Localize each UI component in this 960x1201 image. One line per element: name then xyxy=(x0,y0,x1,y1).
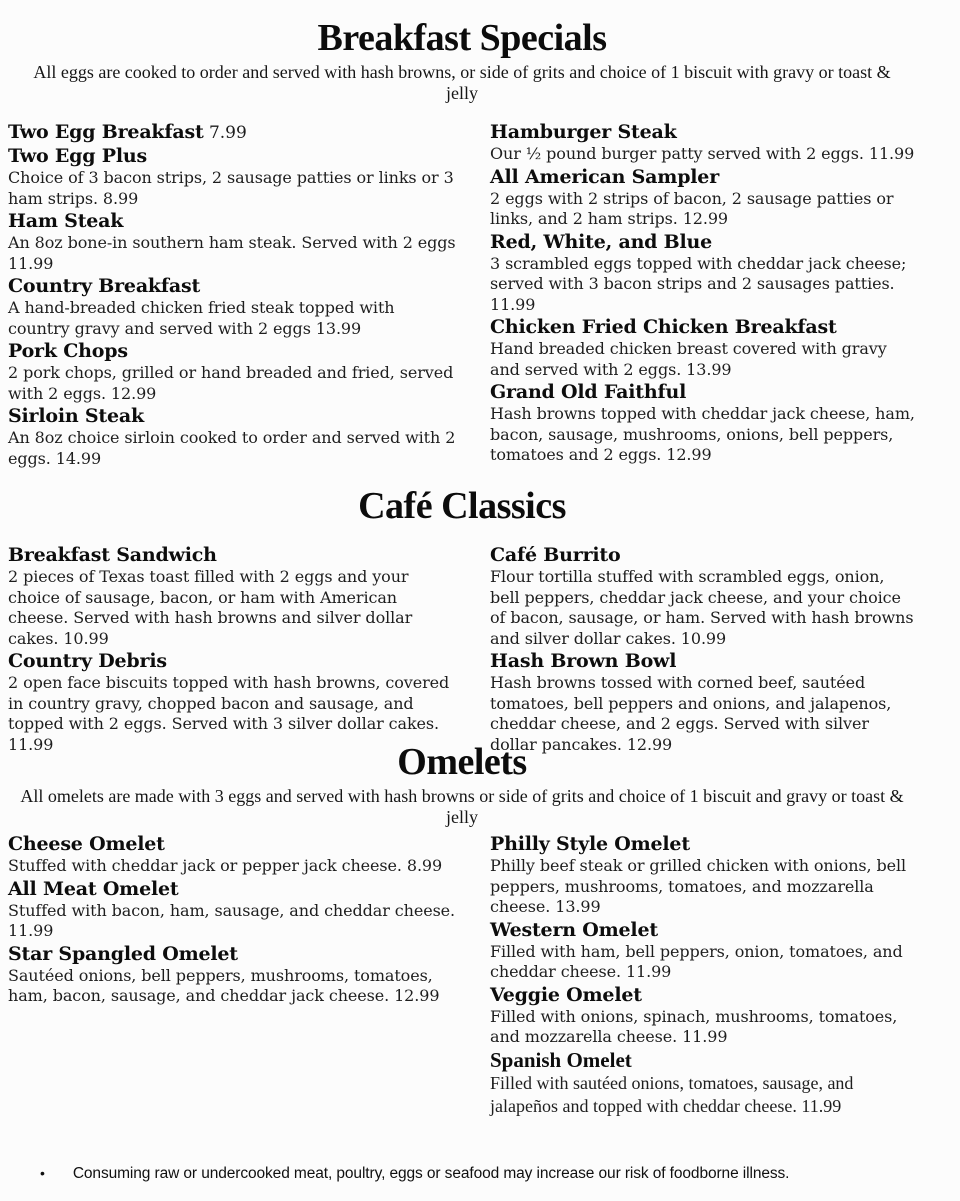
item-name: Chicken Fried Chicken Breakfast xyxy=(490,316,837,338)
menu-item xyxy=(490,983,916,1048)
item-description: Hand breaded chicken breast covered with gravy and served with 2 eggs. 13.99 xyxy=(490,339,887,379)
section-breakfast-specials xyxy=(8,16,916,469)
cafe-column-right xyxy=(490,543,916,755)
item-description: Philly beef steak or grilled chicken with onions, bell peppers, mushrooms, tomatoes, and mozzarella cheese. 13.99 xyxy=(490,856,907,916)
menu-item xyxy=(490,165,916,230)
item-name: Breakfast Sandwich xyxy=(8,544,217,566)
menu-item xyxy=(8,877,456,942)
item-description: An 8oz bone-in southern ham steak. Served with 2 eggs 11.99 xyxy=(8,233,456,273)
menu-item xyxy=(8,543,456,649)
menu-item xyxy=(8,209,456,274)
section-title-cafe-classics: Café Classics xyxy=(358,485,566,527)
menu-item xyxy=(490,315,916,380)
cafe-columns xyxy=(8,543,916,755)
item-name: Two Egg Breakfast xyxy=(8,121,204,143)
item-description: A hand-breaded chicken fried steak topped with country gravy and served with 2 eggs 13.99 xyxy=(8,298,395,338)
menu-item xyxy=(8,274,456,339)
item-description: Flour tortilla stuffed with scrambled eggs, onion, bell peppers, cheddar jack cheese, and your choice of bacon, sausage, or ham. Served with hash browns and silver dollar cakes. 10.99 xyxy=(490,567,914,648)
section-cafe-classics xyxy=(8,484,916,755)
item-price: 7.99 xyxy=(203,123,247,143)
omelets-columns xyxy=(8,832,916,1118)
item-name: Red, White, and Blue xyxy=(490,230,713,253)
menu-item xyxy=(8,339,456,404)
menu-item xyxy=(490,380,916,466)
item-description: Hash browns tossed with corned beef, sautéed tomatoes, bell peppers and onions, and jalapenos, cheddar cheese, and 2 eggs. Served with silver dollar pancakes. 12.99 xyxy=(490,673,892,754)
item-description: Filled with ham, bell peppers, onion, tomatoes, and cheddar cheese. 11.99 xyxy=(490,941,903,981)
section-title-breakfast-specials: Breakfast Specials xyxy=(317,17,607,59)
item-name: Philly Style Omelet xyxy=(490,833,690,855)
item-description: Sautéed onions, bell peppers, mushrooms, tomatoes, ham, bacon, sausage, and cheddar jack cheese. 12.99 xyxy=(8,965,440,1005)
item-description: Hash browns topped with cheddar jack cheese, ham, bacon, sausage, mushrooms, onions, bell peppers, tomatoes and 2 eggs. 12.99 xyxy=(490,404,915,464)
item-name: Cheese Omelet xyxy=(8,833,165,855)
item-name: Sirloin Steak xyxy=(8,405,144,427)
menu-item xyxy=(490,543,916,649)
menu-item xyxy=(8,832,456,877)
menu-item xyxy=(8,942,456,1007)
item-name: Hamburger Steak xyxy=(490,121,677,143)
item-name: Star Spangled Omelet xyxy=(8,942,238,965)
item-description: 2 eggs with 2 strips of bacon, 2 sausage patties or links, and 2 ham strips. 12.99 xyxy=(490,188,894,228)
item-description: Filled with onions, spinach, mushrooms, tomatoes, and mozzarella cheese. 11.99 xyxy=(490,1006,898,1046)
cafe-column-left xyxy=(8,543,456,755)
item-name: Country Breakfast xyxy=(8,275,201,297)
menu-item xyxy=(490,230,916,316)
menu-item xyxy=(8,144,456,209)
item-name: Hash Brown Bowl xyxy=(490,650,677,672)
section-title-omelets: Omelets xyxy=(397,741,527,783)
menu-item xyxy=(490,832,916,918)
item-name: Café Burrito xyxy=(490,544,621,566)
item-name: Two Egg Plus xyxy=(8,145,147,167)
item-name: Pork Chops xyxy=(8,340,128,362)
item-name: Country Debris xyxy=(8,650,167,672)
item-description: Stuffed with cheddar jack or pepper jack cheese. 8.99 xyxy=(8,856,443,875)
footer-disclaimer-text: Consuming raw or undercooked meat, poultry, eggs or seafood may increase our risk of foodborne illness. xyxy=(72,1165,790,1182)
item-description: Our ½ pound burger patty served with 2 eggs. 11.99 xyxy=(490,144,915,163)
menu-item xyxy=(490,1048,916,1118)
breakfast-column-right xyxy=(490,120,916,469)
item-description: 2 open face biscuits topped with hash browns, covered in country gravy, chopped bacon and sausage, and topped with 2 eggs. Served with 3 silver dollar cakes. 11.99 xyxy=(8,673,450,754)
item-name: All American Sampler xyxy=(490,165,720,188)
section-subtitle-omelets: All omelets are made with 3 eggs and served with hash browns or side of grits and choice of 1 biscuit and gravy or toast & jelly xyxy=(20,786,904,827)
item-description: Stuffed with bacon, ham, sausage, and cheddar cheese. 11.99 xyxy=(8,900,456,940)
omelets-column-right xyxy=(490,832,916,1118)
item-description: 2 pieces of Texas toast filled with 2 eggs and your choice of sausage, bacon, or ham with American cheese. Served with hash browns and silver dollar cakes. 10.99 xyxy=(8,567,413,648)
item-name: All Meat Omelet xyxy=(8,877,179,900)
menu-item xyxy=(8,404,456,469)
section-subtitle-breakfast-specials: All eggs are cooked to order and served with hash browns, or side of grits and choice of 1 biscuit with gravy or toast & jelly xyxy=(33,62,891,103)
breakfast-columns xyxy=(8,120,916,469)
item-description: 3 scrambled eggs topped with cheddar jack cheese; served with 3 bacon strips and 2 sausages patties. 11.99 xyxy=(490,253,907,314)
bullet-icon: • xyxy=(40,1165,45,1181)
item-description: 2 pork chops, grilled or hand breaded and fried, served with 2 eggs. 12.99 xyxy=(8,363,454,403)
section-omelets xyxy=(8,740,916,1118)
menu-item xyxy=(490,120,916,165)
omelets-column-left xyxy=(8,832,456,1118)
menu-item xyxy=(490,918,916,983)
item-name: Veggie Omelet xyxy=(490,983,642,1006)
breakfast-column-left xyxy=(8,120,456,469)
item-name: Ham Steak xyxy=(8,210,124,232)
item-description: Choice of 3 bacon strips, 2 sausage patties or links or 3 ham strips. 8.99 xyxy=(8,168,454,208)
item-description: An 8oz choice sirloin cooked to order and served with 2 eggs. 14.99 xyxy=(8,428,456,468)
item-description: Filled with sautéed onions, tomatoes, sausage, and jalapeños and topped with cheddar cheese. 11.99 xyxy=(490,1072,854,1116)
footer-disclaimer xyxy=(40,1163,930,1184)
item-name: Grand Old Faithful xyxy=(490,381,687,403)
item-name: Western Omelet xyxy=(490,918,658,941)
menu-item xyxy=(8,120,456,144)
item-name: Spanish Omelet xyxy=(490,1047,632,1072)
